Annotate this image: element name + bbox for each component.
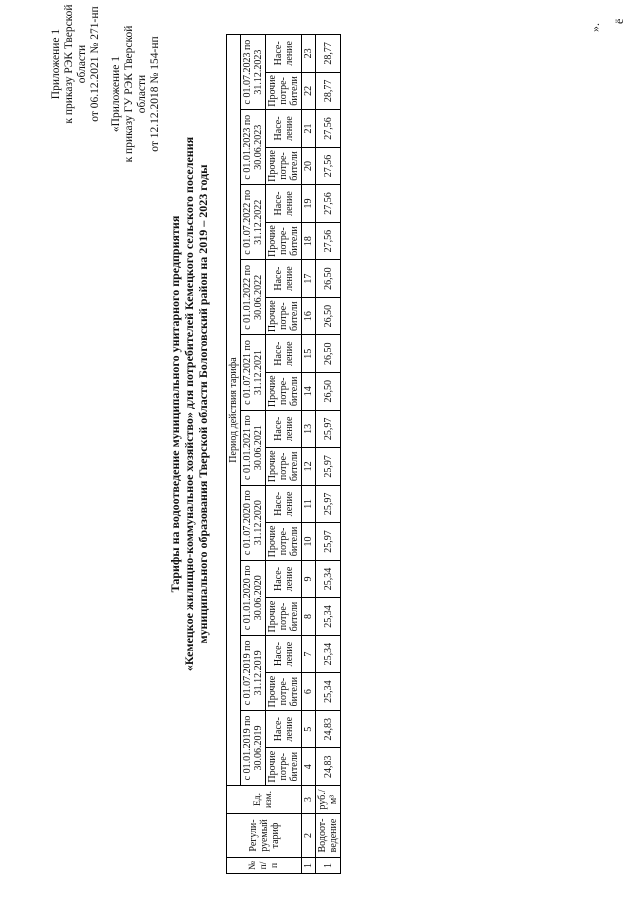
column-number: 15 — [302, 335, 316, 373]
column-number: 9 — [302, 560, 316, 598]
subheader-population: Насе-ление — [266, 260, 302, 298]
subheader-other: Прочие потре-бители — [266, 448, 302, 486]
column-number: 13 — [302, 410, 316, 448]
column-number: 23 — [302, 35, 316, 73]
subheader-other: Прочие потре-бители — [266, 147, 302, 185]
value-cell: 24,83 — [316, 710, 341, 748]
title-line3: муниципального образования Тверской области Бологовский район на 2019 – 2023 годы — [196, 164, 210, 644]
title-line2: «Кемецкое жилищно-коммунальное хозяйство» для потребителей Кемецкого сельского поселения — [182, 136, 196, 672]
row-num: 1 — [316, 858, 341, 874]
value-cell: 25,97 — [316, 523, 341, 561]
value-cell: 25,34 — [316, 635, 341, 673]
value-cell: 27,56 — [316, 147, 341, 185]
column-number: 21 — [302, 110, 316, 148]
value-cell: 27,56 — [316, 185, 341, 223]
column-number: 3 — [302, 786, 316, 814]
subheader-population: Насе-ление — [266, 35, 302, 73]
annex-original-line2: к приказу ГУ РЭК Тверской области — [123, 25, 148, 163]
column-number: 12 — [302, 448, 316, 486]
value-cell: 28,77 — [316, 35, 341, 73]
annex-current-line1: Приложение 1 — [50, 28, 62, 100]
page-mark: ё — [612, 18, 626, 24]
value-cell: 27,56 — [316, 110, 341, 148]
table-header-row-2 — [241, 35, 266, 874]
subheader-population: Насе-ление — [266, 410, 302, 448]
column-number: 4 — [302, 748, 316, 786]
column-number: 8 — [302, 598, 316, 636]
value-cell: 26,50 — [316, 297, 341, 335]
subheader-other: Прочие потре-бители — [266, 222, 302, 260]
value-cell: 26,50 — [316, 372, 341, 410]
column-number: 16 — [302, 297, 316, 335]
value-cell: 25,34 — [316, 673, 341, 711]
subheader-other: Прочие потре-бители — [266, 372, 302, 410]
column-number: 11 — [302, 485, 316, 523]
annex-current-line2: к приказу РЭК Тверской области — [63, 4, 88, 124]
subheader-population: Насе-ление — [266, 110, 302, 148]
period-cell: с 01.01.2019 по 30.06.2019 — [241, 710, 266, 785]
value-cell: 26,50 — [316, 260, 341, 298]
period-cell: с 01.07.2023 по 31.12.2023 — [241, 35, 266, 110]
period-cell: с 01.07.2021 по 31.12.2021 — [241, 335, 266, 410]
period-cell: с 01.01.2023 по 30.06.2023 — [241, 110, 266, 185]
header-tariff: Регули-руемый тариф — [227, 814, 302, 858]
column-number: 22 — [302, 72, 316, 110]
column-number: 1 — [302, 858, 316, 874]
value-cell: 25,97 — [316, 485, 341, 523]
header-num: № п/ п — [227, 858, 302, 874]
subheader-other: Прочие потре-бители — [266, 523, 302, 561]
subheader-population: Насе-ление — [266, 335, 302, 373]
document-title — [168, 54, 210, 754]
column-number: 20 — [302, 147, 316, 185]
subheader-other: Прочие потре-бители — [266, 72, 302, 110]
subheader-population: Насе-ление — [266, 485, 302, 523]
column-number: 6 — [302, 673, 316, 711]
row-tariff: Водоот-ведение — [316, 814, 341, 858]
annex-current-line3: от 06.12.2021 № 271-нп — [89, 6, 101, 122]
subheader-other: Прочие потре-бители — [266, 748, 302, 786]
period-cell: с 01.07.2020 по 31.12.2020 — [241, 485, 266, 560]
column-number: 7 — [302, 635, 316, 673]
value-cell: 28,77 — [316, 72, 341, 110]
value-cell: 25,34 — [316, 598, 341, 636]
subheader-other: Прочие потре-бители — [266, 598, 302, 636]
subheader-population: Насе-ление — [266, 710, 302, 748]
value-cell: 25,97 — [316, 410, 341, 448]
subheader-other: Прочие потре-бители — [266, 673, 302, 711]
column-number: 10 — [302, 523, 316, 561]
column-number: 18 — [302, 222, 316, 260]
value-cell: 24,83 — [316, 748, 341, 786]
header-unit: Ед. изм. — [227, 786, 302, 814]
closing-mark: ». — [588, 23, 602, 32]
column-number: 14 — [302, 372, 316, 410]
column-number: 2 — [302, 814, 316, 858]
subheader-population: Насе-ление — [266, 635, 302, 673]
period-cell: с 01.01.2021 по 30.06.2021 — [241, 410, 266, 485]
table-row — [316, 35, 341, 874]
annex-current — [50, 0, 102, 144]
annex-original — [110, 9, 162, 179]
column-number: 19 — [302, 185, 316, 223]
column-number: 17 — [302, 260, 316, 298]
tariff-table — [226, 34, 341, 874]
annex-original-line1: «Приложение 1 — [110, 55, 122, 133]
period-cell: с 01.07.2019 по 31.12.2019 — [241, 635, 266, 710]
value-cell: 27,56 — [316, 222, 341, 260]
subheader-other: Прочие потре-бители — [266, 297, 302, 335]
table-header-row-1 — [227, 35, 241, 874]
row-unit: руб./м³ — [316, 786, 341, 814]
period-cell: с 01.01.2022 по 30.06.2022 — [241, 260, 266, 335]
annex-original-line3: от 12.12.2018 № 154-нп — [149, 36, 161, 152]
value-cell: 25,97 — [316, 448, 341, 486]
column-number: 5 — [302, 710, 316, 748]
value-cell: 26,50 — [316, 335, 341, 373]
value-cell: 25,34 — [316, 560, 341, 598]
period-cell: с 01.07.2022 по 31.12.2022 — [241, 185, 266, 260]
title-line1: Тарифы на водоотведение муниципального унитарного предприятия — [168, 215, 182, 593]
header-period: Период действия тарифа — [227, 35, 241, 786]
period-cell: с 01.01.2020 по 30.06.2020 — [241, 560, 266, 635]
subheader-population: Насе-ление — [266, 560, 302, 598]
table-header-row-3 — [266, 35, 302, 874]
column-number-row — [302, 35, 316, 874]
subheader-population: Насе-ление — [266, 185, 302, 223]
